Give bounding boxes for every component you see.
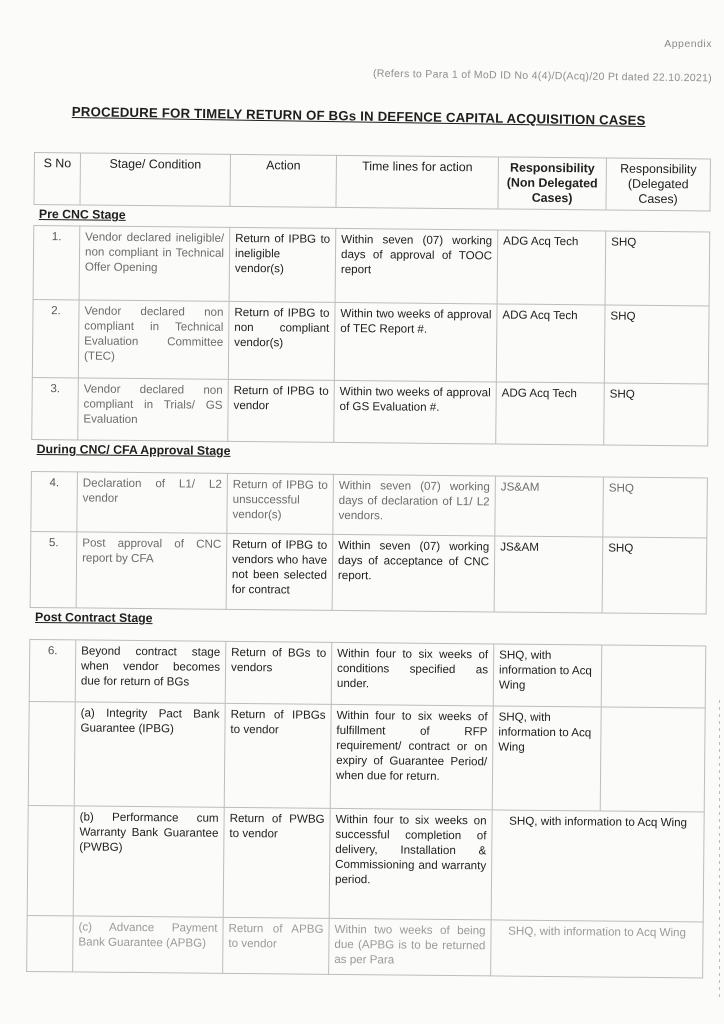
cell-action: Return of APBG to vendor: [223, 917, 330, 974]
table-row: [33, 226, 710, 306]
cell-sno: 1.: [33, 226, 80, 300]
stage-heading: Post Contract Stage: [30, 607, 706, 645]
cell-resp-non: ADG Acq Tech: [496, 382, 605, 445]
column-header-action: Action: [230, 154, 336, 207]
cell-action: Return of PWBG to vendor: [223, 807, 330, 918]
column-header-resp-delegated: Responsibility (Delegated Cases): [606, 158, 710, 211]
cell-sno: 5.: [30, 531, 77, 607]
cell-resp-non: ADG Acq Tech: [497, 230, 606, 305]
cell-sno: 3.: [32, 377, 79, 439]
cell-resp-non: SHQ, with information to Acq Wing: [493, 644, 602, 707]
cell-resp-del: SHQ: [604, 305, 709, 384]
cell-timeline: Within seven (07) working days of approval of TOOC report: [335, 228, 498, 304]
document-title: PROCEDURE FOR TIMELY RETURN OF BGs IN DEFENCE CAPITAL ACQUISITION CASES: [71, 104, 646, 129]
table-row: [28, 701, 705, 811]
reference-note: (Refers to Para 1 of MoD ID No 4(4)/D(Acq)/20 Pt dated 22.10.2021): [372, 67, 713, 85]
cell-condition: (c) Advance Payment Bank Guarantee (APBG): [73, 916, 224, 973]
table-row: [31, 471, 708, 537]
cell-resp-non: JS&AM: [495, 476, 604, 537]
table-header-row: [34, 153, 710, 211]
cell-resp-merged: SHQ, with information to Acq Wing: [491, 810, 704, 922]
cell-condition: Beyond contract stage when vendor becomes due for return of BGs: [75, 640, 226, 703]
cell-resp-del: SHQ: [605, 231, 710, 306]
cell-timeline: Within four to six weeks of fulfillment of RFP requirement/ contract or on expiry of Guarantee Period/ when due for return.: [330, 704, 493, 810]
cell-action: Return of IPBG to ineligible vendor(s): [229, 227, 336, 302]
column-header-timeline: Time lines for action: [336, 155, 498, 209]
cell-condition: Declaration of L1/ L2 vendor: [77, 472, 228, 533]
cell-resp-del: SHQ: [602, 537, 707, 614]
cell-resp-non: ADG Acq Tech: [496, 304, 605, 383]
stage-heading: Pre CNC Stage: [34, 205, 710, 232]
table-row: [27, 915, 704, 977]
appendix-label: Appendix: [664, 38, 712, 50]
cell-timeline: Within seven (07) working days of acceptance of CNC report.: [332, 534, 495, 612]
cell-resp-del: SHQ: [604, 383, 709, 446]
table-row: [32, 299, 709, 383]
cell-timeline: Within two weeks of approval of TEC Report #.: [334, 302, 497, 382]
cell-condition: Post approval of CNC report by CFA: [76, 532, 227, 609]
page-edge-mark: [719, 700, 720, 1000]
stage-heading: During CNC/ CFA Approval Stage: [31, 439, 707, 477]
cell-resp-merged: SHQ, with information to Acq Wing: [491, 920, 704, 978]
cell-condition: (b) Performance cum Warranty Bank Guarantee (PWBG): [73, 806, 224, 917]
cell-action: Return of BGs to vendors: [225, 641, 332, 704]
cell-action: Return of IPBG to non compliant vendor(s): [228, 301, 335, 380]
table-row: [32, 377, 709, 445]
table-row: [27, 805, 704, 921]
table-row: [30, 531, 707, 613]
cell-sno: 6.: [29, 639, 76, 701]
cell-condition: Vendor declared non compliant in Technical Evaluation Committee (TEC): [78, 300, 229, 379]
cell-condition: (a) Integrity Pact Bank Guarantee (IPBG): [74, 702, 225, 807]
cell-resp-non: JS&AM: [494, 536, 603, 613]
cell-timeline: Within seven (07) working days of declaration of L1/ L2 vendors.: [333, 474, 496, 536]
cell-condition: Vendor declared ineligible/ non compliant in Technical Offer Opening: [79, 226, 230, 301]
cell-action: Return of IPBGs to vendor: [224, 703, 331, 808]
cell-sno: [28, 701, 75, 805]
cell-timeline: Within four to six weeks on successful completion of delivery, Installation & Commissioning and warranty period.: [329, 808, 492, 920]
cell-timeline: Within four to six weeks of conditions specified as under.: [331, 642, 494, 706]
cell-sno: [27, 915, 74, 971]
cell-sno: [27, 805, 74, 915]
cell-condition: Vendor declared non compliant in Trials/ GS Evaluation: [78, 378, 229, 441]
cell-resp-del: [601, 645, 706, 708]
cell-resp-del: [600, 707, 705, 812]
cell-action: Return of IPBG to vendor: [228, 379, 335, 442]
cell-sno: 2.: [32, 299, 79, 377]
cell-resp-del: SHQ: [603, 477, 708, 538]
procedure-table: [26, 152, 711, 978]
cell-action: Return of IPBG to vendors who have not been selected for contract: [226, 533, 333, 610]
cell-timeline: Within two weeks of approval of GS Evaluation #.: [334, 380, 497, 444]
column-header-condition: Stage/ Condition: [80, 153, 230, 206]
cell-timeline: Within two weeks of being due (APBG is to be returned as per Para: [329, 918, 492, 976]
cell-resp-non: SHQ, with information to Acq Wing: [492, 706, 601, 811]
column-header-resp-non-delegated: Responsibility (Non Delegated Cases): [498, 157, 606, 210]
column-header-sno: S No: [34, 153, 80, 205]
cell-action: Return of IPBG to unsuccessful vendor(s): [227, 473, 334, 534]
table-row: [29, 639, 706, 707]
cell-sno: 4.: [31, 471, 78, 531]
